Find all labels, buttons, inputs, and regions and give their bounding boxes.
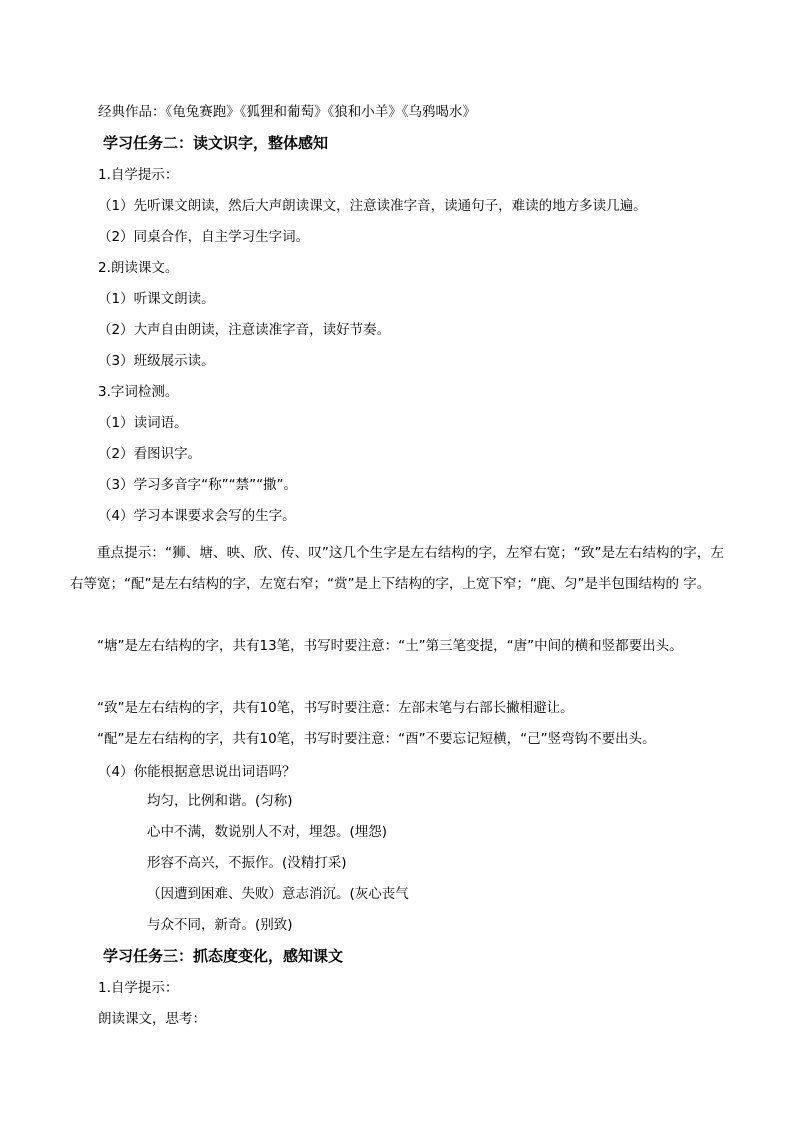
read-aloud-3: （3）班级展示读。 <box>98 353 215 369</box>
word-meaning-question: （4）你能根据意思说出词语吗？ <box>98 764 296 780</box>
task2-heading: 学习任务二：读文识字，整体感知 <box>103 134 329 152</box>
pei-writing-note: “配”是左右结构的字，共有10笔，书写时要注意：“酉”不要忘记短横，“己”竖弯钩不要出头。 <box>97 731 656 747</box>
zhi-writing-note: “致”是左右结构的字，共有10笔，书写时要注意：左部末笔与右部长撇相避让。 <box>97 700 574 716</box>
word-meaning-item: （因遭到困难、失败）意志消沉。(灰心丧气 <box>147 886 409 902</box>
classics-line: 经典作品：《龟兔赛跑》《狐狸和葡萄》《狼和小羊》《乌鸦喝水》 <box>98 104 476 120</box>
read-aloud-label: 2.朗读课文。 <box>98 260 179 276</box>
word-check-3: （3）学习多音字“称”“禁”“撒”。 <box>98 477 298 493</box>
tang-writing-note: “塘”是左右结构的字，共有13笔，书写时要注意：“土”第三笔变提，“唐”中间的横和竖都要出头。 <box>97 638 683 654</box>
word-meaning-item: 均匀，比例和谐。(匀称) <box>147 793 293 809</box>
word-check-label: 3.字词检测。 <box>98 384 179 400</box>
task3-read-prompt: 朗读课文，思考： <box>98 1011 206 1027</box>
task3-self-study-tip-label: 1.自学提示： <box>98 980 179 996</box>
self-study-tip-2: （2）同桌合作，自主学习生字词。 <box>98 229 310 245</box>
self-study-tip-label: 1.自学提示： <box>98 167 179 183</box>
read-aloud-2: （2）大声自由朗读，注意读准字音，读好节奏。 <box>98 322 391 338</box>
read-aloud-1: （1）听课文朗读。 <box>98 291 215 307</box>
word-check-2: （2）看图识字。 <box>98 446 202 462</box>
self-study-tip-1: （1）先听课文朗读，然后大声朗读课文，注意读准字音，读通句子，难读的地方多读几遍。 <box>98 198 647 214</box>
word-meaning-item: 形容不高兴，不振作。(没精打采) <box>147 855 347 871</box>
task3-heading: 学习任务三：抓态度变化，感知课文 <box>103 947 344 965</box>
word-meaning-item: 心中不满，数说别人不对，埋怨。(埋怨) <box>147 824 388 840</box>
word-check-1: （1）读词语。 <box>98 415 188 431</box>
word-check-4: （4）学习本课要求会写的生字。 <box>98 508 296 524</box>
key-points-paragraph: 重点提示：“狮、塘、映、欣、传、叹”这几个生字是左右结构的字，左窄右宽；“致”是左右结构的字，左右等宽；“配”是左右结构的字，左宽右窄；“赏”是上下结构的字，上宽下窄；“鹿、匀”是半包围结构的 字。 <box>70 545 724 592</box>
word-meaning-item: 与众不同，新奇。(别致) <box>147 917 293 933</box>
